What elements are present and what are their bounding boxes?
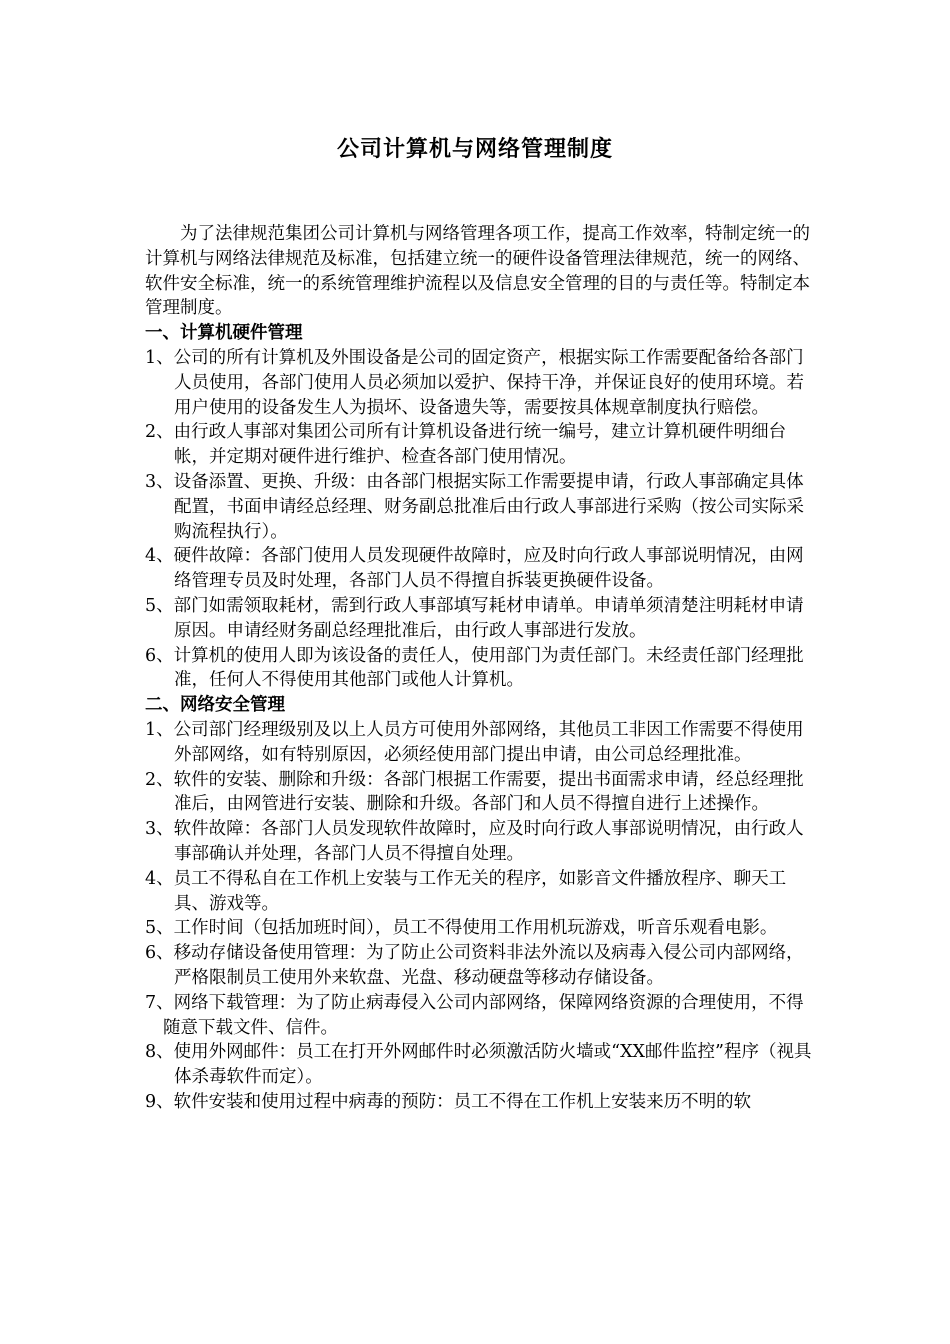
- document-title: 公司计算机与网络管理制度: [336, 137, 613, 162]
- hardware-item-3: 3、设备添置、更换、升级：由各部门根据实际工作需要提申请，行政人事部确定具体配置，书面申请经总经理、财务副总批准后由行政人事部进行采购（按公司实际采购流程执行）。: [145, 471, 804, 542]
- hardware-item-5: 5、部门如需领取耗材，需到行政人事部填写耗材申请单。申请单须清楚注明耗材申请原因。申请经财务副总经理批准后，由行政人事部进行发放。: [145, 595, 804, 641]
- hardware-item-6: 6、计算机的使用人即为该设备的责任人，使用部门为责任部门。未经责任部门经理批准，任何人不得使用其他部门或他人计算机。: [145, 645, 804, 691]
- hardware-item-2: 2、由行政人事部对集团公司所有计算机设备进行统一编号，建立计算机硬件明细台帐，并定期对硬件进行维护、检查各部门使用情况。: [145, 422, 787, 468]
- hardware-item-4: 4、硬件故障：各部门使用人员发现硬件故障时，应及时向行政人事部说明情况，由网络管理专员及时处理，各部门人员不得擅自拆装更换硬件设备。: [145, 546, 804, 592]
- network-item-8: 8、使用外网邮件：员工在打开外网邮件时必须激活防火墙或“XX邮件监控”程序（视具体杀毒软件而定）。: [145, 1042, 812, 1088]
- section-heading-hardware: 一、计算机硬件管理: [145, 323, 303, 344]
- document-body: [145, 222, 817, 1115]
- hardware-item-1: 1、公司的所有计算机及外围设备是公司的固定资产，根据实际工作需要配备给各部门人员使用，各部门使用人员必须加以爱护、保持干净，并保证良好的使用环境。若用户使用的设备发生人为损坏、设备遗失等，需要按具体规章制度执行赔偿。: [145, 347, 804, 418]
- section-heading-network: 二、网络安全管理: [145, 695, 285, 716]
- intro-paragraph: 为了法律规范集团公司计算机与网络管理各项工作，提高工作效率，特制定统一的计算机与网络法律规范及标准，包括建立统一的硬件设备管理法律规范，统一的网络、软件安全标准，统一的系统管理维护流程以及信息安全管理的目的与责任等。特制定本管理制度。: [145, 224, 810, 319]
- network-item-2: 2、软件的安装、删除和升级：各部门根据工作需要，提出书面需求申请，经总经理批准后，由网管进行安装、删除和升级。各部门和人员不得擅自进行上述操作。: [145, 769, 804, 815]
- network-item-9: 9、软件安装和使用过程中病毒的预防：员工不得在工作机上安装来历不明的软: [145, 1091, 752, 1112]
- network-item-5: 5、工作时间（包括加班时间），员工不得使用工作用机玩游戏，听音乐观看电影。: [145, 918, 778, 939]
- network-item-4: 4、员工不得私自在工作机上安装与工作无关的程序，如影音文件播放程序、聊天工具、游戏等。: [145, 868, 787, 914]
- network-item-1: 1、公司部门经理级别及以上人员方可使用外部网络，其他员工非因工作需要不得使用外部网络，如有特别原因，必须经使用部门提出申请，由公司总经理批准。: [145, 719, 804, 765]
- network-item-6: 6、移动存储设备使用管理：为了防止公司资料非法外流以及病毒入侵公司内部网络，严格限制员工使用外来软盘、光盘、移动硬盘等移动存储设备。: [145, 943, 804, 988]
- network-item-7: 7、网络下载管理：为了防止病毒侵入公司内部网络，保障网络资源的合理使用，不得随意下载文件、信件。: [145, 992, 804, 1038]
- network-item-3: 3、软件故障：各部门人员发现软件故障时，应及时向行政人事部说明情况，由行政人事部确认并处理，各部门人员不得擅自处理。: [145, 819, 804, 864]
